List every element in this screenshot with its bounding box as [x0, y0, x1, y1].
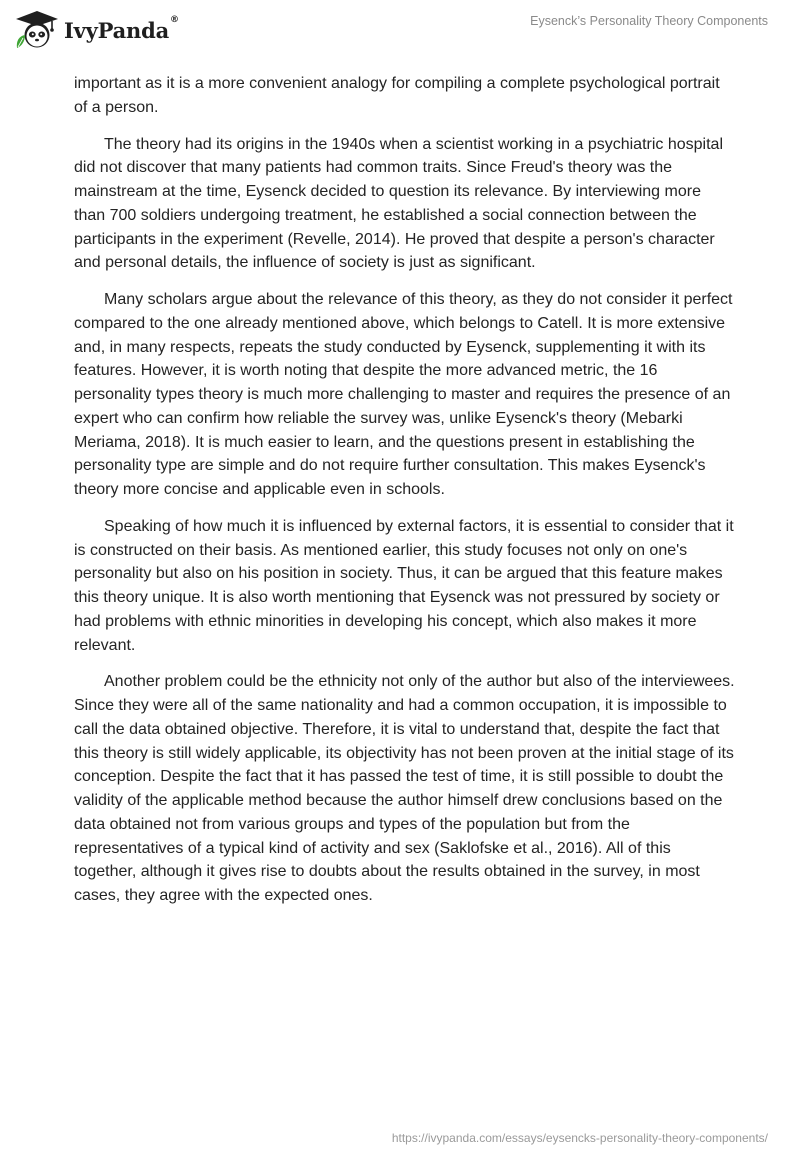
paragraph: The theory had its origins in the 1940s when a scientist working in a psychiatric hospital did not discover that many patients had common traits. Since Freud's theory was the mainstream at the time, Eysenck decided to question its relevance. By interviewing more than 700 soldiers undergoing treatment, he established a social connection between the participants in the experiment (Revelle, 2014). He proved that despite a person's character and personal details, the influence of society is just as significant.: [74, 135, 723, 272]
brand-name: IvyPanda®: [64, 14, 179, 43]
panda-logo-icon: [14, 10, 60, 50]
paragraph: Speaking of how much it is influenced by external factors, it is essential to consider that it is constructed on their basis. As mentioned earlier, this study focuses not only on one's personality but also on his position in society. Thus, it can be argued that this feature makes this theory unique. It is also worth mentioning that Eysenck was not pressured by society or had problems with ethnic minorities in developing his concept, which also makes it more relevant.: [74, 517, 734, 654]
brand-logo[interactable]: [14, 10, 179, 50]
paragraph: Many scholars argue about the relevance of this theory, as they do not consider it perfect compared to the one already mentioned above, which belongs to Catell. It is more extensive and, in many respects, repeats the study conducted by Eysenck, supplementing it with its features. However, it is worth noting that despite the more advanced metric, the 16 personality types theory is much more challenging to master and requires the presence of an expert who can confirm how reliable the survey was, unlike Eysenck's theory (Mebarki Meriama, 2018). It is much easier to learn, and the questions present in establishing the personality type are simple and do not require further consultation. This makes Eysenck's theory more concise and applicable even in schools.: [74, 291, 733, 498]
source-url-link[interactable]: https://ivypanda.com/essays/eysencks-personality-theory-components/: [391, 1131, 768, 1145]
essay-body: [74, 72, 736, 921]
paragraph: important as it is a more convenient analogy for compiling a complete psychological portrait of a person.: [74, 75, 720, 116]
registered-mark: ®: [170, 14, 179, 25]
paragraph: Another problem could be the ethnicity not only of the author but also of the interviewees. Since they were all of the same nationality and had a common occupation, it is impossible to call the data obtained objective. Therefore, it is vital to understand that, despite the fact that this theory is still widely applicable, its objectivity has not been proven at the initial stage of its conception. Despite the fact that it has passed the test of time, it is still possible to doubt the validity of the applicable method because the author himself drew conclusions based on the data obtained not from various groups and types of the population but from the representatives of a typical kind of activity and sex (Saklofske et al., 2016). All of this together, although it gives rise to doubts about the results obtained in the survey, in most cases, they agree with the expected ones.: [74, 673, 735, 904]
page-header: [0, 0, 800, 62]
document-title: Eysenck’s Personality Theory Components: [530, 14, 768, 28]
